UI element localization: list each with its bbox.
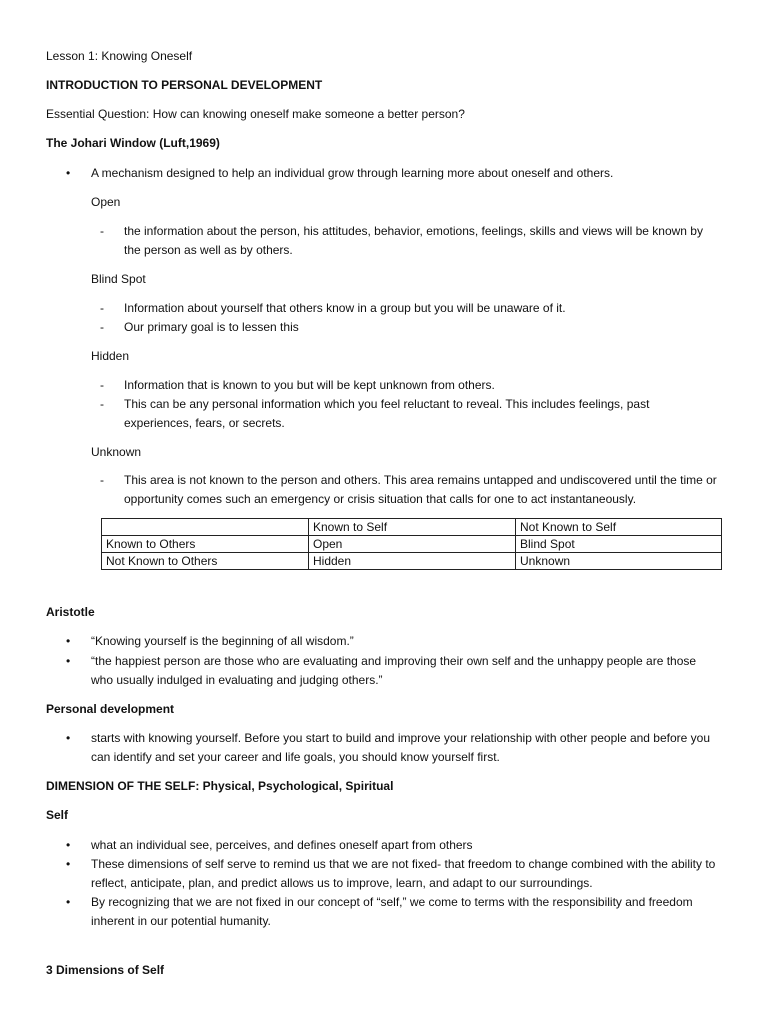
blind-spot-item: Information about yourself that others know in a group but you will be unaware of it.: [124, 301, 566, 315]
personal-development-heading: Personal development: [46, 702, 175, 716]
three-dimensions-heading: 3 Dimensions of Self: [46, 963, 165, 977]
bullet-icon: •: [66, 166, 71, 180]
table-header-cell: Known to Self: [309, 519, 516, 536]
blind-spot-item: Our primary goal is to lessen this: [124, 320, 299, 334]
aristotle-quote: “Knowing yourself is the beginning of all wisdom.”: [91, 634, 354, 648]
table-cell: [102, 519, 309, 536]
dash-icon: -: [100, 397, 104, 411]
intro-heading: INTRODUCTION TO PERSONAL DEVELOPMENT: [46, 78, 323, 92]
table-row: [102, 519, 722, 536]
unknown-label: Unknown: [91, 445, 142, 459]
self-item: These dimensions of self serve to remind us that we are not fixed- that freedom to change combined with the ability to reflect, anticipate, plan, and predict allows us to improve, learn, and adapt to our surroundings.: [91, 857, 716, 890]
dash-icon: -: [100, 224, 104, 238]
table-cell: Not Known to Others: [102, 553, 309, 570]
table-cell: Known to Others: [102, 536, 309, 553]
essential-question: Essential Question: How can knowing oneself make someone a better person?: [46, 107, 465, 121]
johari-definition: A mechanism designed to help an individual grow through learning more about oneself and others.: [91, 166, 614, 180]
blind-spot-label: Blind Spot: [91, 272, 146, 286]
bullet-icon: •: [66, 654, 71, 668]
self-item: By recognizing that we are not fixed in our concept of “self,” we come to terms with the responsibility and freedom inherent in our potential humanity.: [91, 895, 693, 928]
self-item: what an individual see, perceives, and defines oneself apart from others: [91, 838, 473, 852]
table-row: [102, 536, 722, 553]
aristotle-heading: Aristotle: [46, 605, 95, 619]
table-cell: Unknown: [516, 553, 722, 570]
bullet-icon: •: [66, 895, 71, 909]
bullet-icon: •: [66, 731, 71, 745]
open-item: the information about the person, his attitudes, behavior, emotions, feelings, skills and views will be known by the person as well as by others.: [124, 224, 703, 257]
table-row: [102, 553, 722, 570]
dash-icon: -: [100, 301, 104, 315]
table-cell: Blind Spot: [516, 536, 722, 553]
aristotle-quote: “the happiest person are those who are evaluating and improving their own self and the unhappy people are those who usually indulged in evaluating and judging others.”: [91, 654, 697, 687]
table-cell: Open: [309, 536, 516, 553]
table-cell: Hidden: [309, 553, 516, 570]
dimension-heading: DIMENSION OF THE SELF: Physical, Psychological, Spiritual: [46, 779, 394, 793]
johari-heading: The Johari Window (Luft,1969): [46, 136, 220, 150]
dash-icon: -: [100, 378, 104, 392]
lesson-title: Lesson 1: Knowing Oneself: [46, 49, 193, 63]
hidden-label: Hidden: [91, 349, 130, 363]
dash-icon: -: [100, 473, 104, 487]
hidden-item: Information that is known to you but will be kept unknown from others.: [124, 378, 495, 392]
bullet-icon: •: [66, 857, 71, 871]
johari-table: [101, 518, 722, 570]
unknown-item: This area is not known to the person and others. This area remains untapped and undiscovered until the time or opportunity comes such an emergency or crisis situation that calls for one to act instantaneously.: [124, 473, 717, 506]
hidden-item: This can be any personal information which you feel reluctant to reveal. This includes feelings, past experiences, fears, or secrets.: [124, 397, 650, 430]
personal-development-item: starts with knowing yourself. Before you start to build and improve your relationship with other people and before you can identify and set your career and life goals, you should know yourself first.: [91, 731, 711, 764]
bullet-icon: •: [66, 634, 71, 648]
open-label: Open: [91, 195, 121, 209]
self-heading: Self: [46, 808, 69, 822]
dash-icon: -: [100, 320, 104, 334]
bullet-icon: •: [66, 838, 71, 852]
table-header-cell: Not Known to Self: [516, 519, 722, 536]
